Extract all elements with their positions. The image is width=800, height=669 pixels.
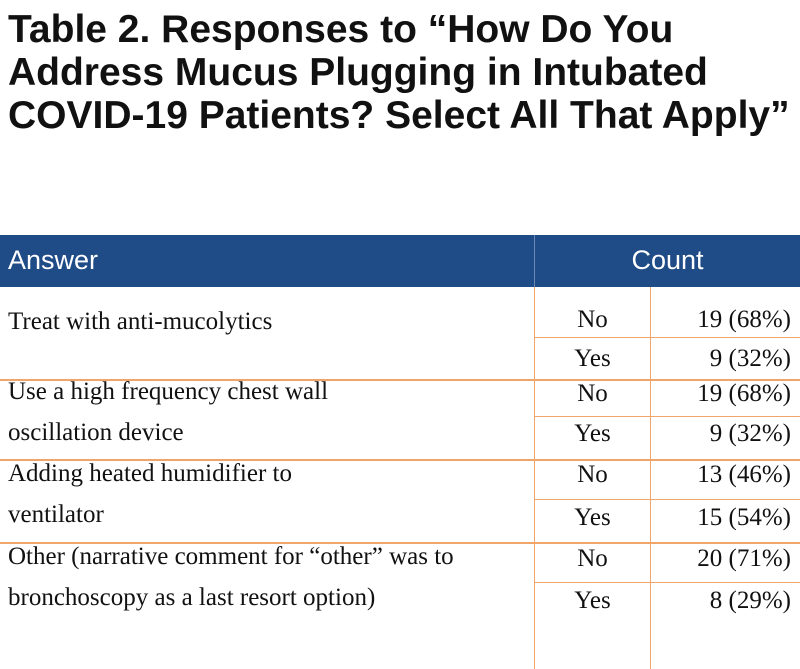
- count-cell: 9 (32%): [709, 345, 791, 372]
- table-title: Table 2. Responses to “How Do You Address Mucus Plugging in Intubated COVID-19 Patients? Select All That Apply”: [8, 8, 790, 137]
- sub-row-divider: [534, 582, 800, 583]
- choice-cell: Yes: [574, 587, 611, 614]
- sub-row-divider: [534, 499, 800, 500]
- choice-cell: No: [577, 380, 608, 407]
- table-row: [0, 379, 800, 459]
- answer-cell: Adding heated humidifier to ventilator: [8, 460, 292, 528]
- answer-cell: Use a high frequency chest wall oscillation device: [8, 378, 329, 446]
- choice-cell: Yes: [574, 345, 611, 372]
- sub-row-divider: [534, 416, 800, 417]
- count-cell: 20 (71%): [697, 545, 791, 572]
- table-body: [0, 287, 800, 669]
- answer-column-header: Answer: [8, 245, 99, 275]
- table-row: [0, 542, 800, 669]
- count-cell: 19 (68%): [697, 380, 791, 407]
- table-row: [0, 287, 800, 379]
- count-cell: 15 (54%): [697, 504, 791, 531]
- choice-cell: Yes: [574, 420, 611, 447]
- count-cell: 8 (29%): [709, 587, 791, 614]
- count-cell: 13 (46%): [697, 461, 791, 488]
- answer-cell: Treat with anti-mucolytics: [8, 308, 273, 335]
- table-row: [0, 459, 800, 542]
- count-column-header: Count: [631, 245, 704, 275]
- count-cell: 9 (32%): [709, 420, 791, 447]
- choice-cell: Yes: [574, 504, 611, 531]
- table-header: [0, 235, 800, 287]
- sub-row-divider: [534, 337, 800, 338]
- answer-cell: Other (narrative comment for “other” was to bronchoscopy as a last resort option): [8, 543, 454, 611]
- choice-cell: No: [577, 545, 608, 572]
- choice-cell: No: [577, 461, 608, 488]
- choice-cell: No: [577, 306, 608, 333]
- count-cell: 19 (68%): [697, 306, 791, 333]
